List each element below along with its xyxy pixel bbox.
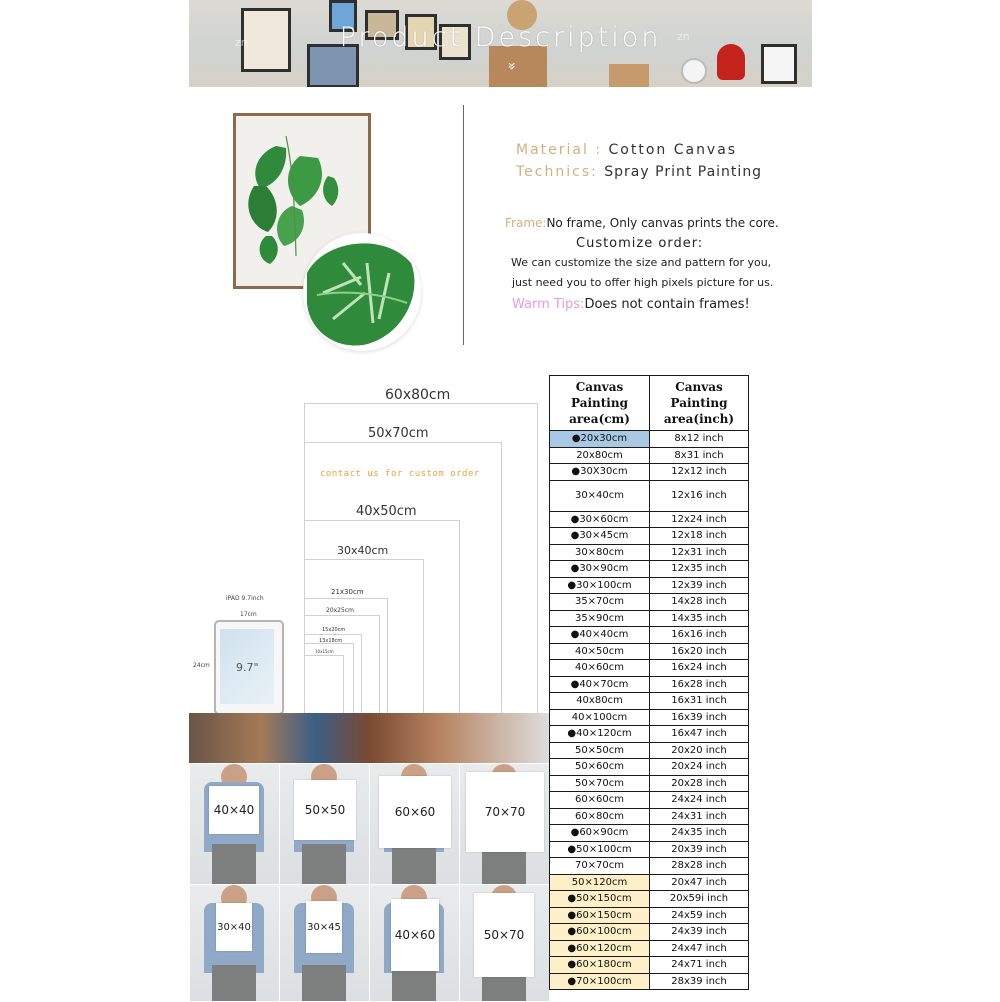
technics-label: Technics: — [516, 164, 598, 180]
size-label: 10x15cm — [315, 649, 334, 654]
size-label: 15x20cm — [322, 627, 346, 633]
size-cm-cell: 20x80cm — [550, 447, 650, 464]
table-row — [550, 480, 749, 511]
size-inch-cell: 20x39 inch — [650, 841, 749, 858]
size-inch-cell: 16x31 inch — [650, 693, 749, 710]
size-cm-cell: ●60×180cm — [550, 957, 650, 974]
table-row — [550, 643, 749, 660]
header-cm: Canvas Painting area(cm) — [550, 376, 650, 431]
table-row — [550, 676, 749, 693]
size-cm-cell: 40×50cm — [550, 643, 650, 660]
size-photo-40x60 — [369, 884, 460, 1002]
watermark: zn — [235, 36, 248, 49]
size-inch-cell: 16x16 inch — [650, 627, 749, 644]
size-cm-cell: ●30×45cm — [550, 528, 650, 545]
size-photo-70x70 — [459, 763, 550, 885]
size-inch-cell: 12x39 inch — [650, 577, 749, 594]
canvas-texture-photo — [189, 713, 549, 763]
customize-title: Customize order: — [576, 236, 704, 251]
table-row — [550, 808, 749, 825]
table-row — [550, 511, 749, 528]
monstera-leaf-icon — [303, 233, 421, 351]
size-inch-cell: 20x20 inch — [650, 742, 749, 759]
size-cm-cell: ●40×40cm — [550, 627, 650, 644]
size-inch-cell: 12x12 inch — [650, 464, 749, 481]
size-box-10x15 — [304, 655, 344, 715]
size-cm-cell: 30×40cm — [550, 480, 650, 511]
table-row — [550, 660, 749, 677]
size-cm-cell: ●50×150cm — [550, 891, 650, 908]
size-inch-cell: 14x35 inch — [650, 610, 749, 627]
clock — [681, 58, 707, 84]
banner-title: Product Description — [339, 22, 662, 53]
frame-row — [505, 216, 779, 230]
ipad-height: 24cm — [193, 662, 210, 669]
size-label: 21x30cm — [331, 588, 364, 596]
size-inch-cell: 8x12 inch — [650, 431, 749, 448]
customize-line-1: We can customize the size and pattern for you, — [511, 256, 772, 269]
warm-tips-row — [512, 297, 750, 312]
size-inch-cell: 16x39 inch — [650, 709, 749, 726]
size-board: 50×50 — [294, 780, 356, 840]
size-inch-cell: 16x47 inch — [650, 726, 749, 743]
size-inch-cell: 12x18 inch — [650, 528, 749, 545]
size-cm-cell: ●50×100cm — [550, 841, 650, 858]
table-row — [550, 742, 749, 759]
table-row — [550, 627, 749, 644]
size-board: 30×45 — [306, 901, 342, 953]
size-board: 40×60 — [391, 899, 439, 971]
size-cm-cell: 50×120cm — [550, 874, 650, 891]
size-inch-cell: 20x59i inch — [650, 891, 749, 908]
warm-tips-label: Warm Tips: — [512, 297, 585, 312]
customize-line-2: just need you to offer high pixels picture for us. — [512, 276, 774, 289]
size-cm-cell: ●70×100cm — [550, 973, 650, 990]
size-photo-50x70 — [459, 884, 550, 1002]
size-cm-cell: 60×80cm — [550, 808, 650, 825]
size-board: 70×70 — [466, 772, 544, 852]
size-inch-cell: 16x24 inch — [650, 660, 749, 677]
table-row — [550, 924, 749, 941]
table-header-row — [550, 376, 749, 431]
size-cm-cell: 50×50cm — [550, 742, 650, 759]
size-inch-cell: 28x39 inch — [650, 973, 749, 990]
banner — [189, 0, 812, 87]
size-inch-cell: 24x24 inch — [650, 792, 749, 809]
size-inch-cell: 24x31 inch — [650, 808, 749, 825]
table-row — [550, 561, 749, 578]
table-row — [550, 759, 749, 776]
table-row — [550, 726, 749, 743]
size-board: 40×40 — [209, 786, 259, 834]
cabinet — [609, 64, 649, 87]
size-photo-30x45 — [279, 884, 370, 1002]
table-row — [550, 775, 749, 792]
table-row — [550, 841, 749, 858]
size-board: 60×60 — [379, 776, 451, 848]
size-cm-cell: 60×60cm — [550, 792, 650, 809]
size-cm-cell: 30×80cm — [550, 544, 650, 561]
size-inch-cell: 20x47 inch — [650, 874, 749, 891]
size-photo-50x50 — [279, 763, 370, 885]
table-row — [550, 610, 749, 627]
size-inch-cell: 12x24 inch — [650, 511, 749, 528]
size-cm-cell: ●30×100cm — [550, 577, 650, 594]
table-row — [550, 957, 749, 974]
size-inch-cell: 14x28 inch — [650, 594, 749, 611]
material-row — [516, 142, 737, 158]
technics-row — [516, 164, 762, 180]
table-row — [550, 792, 749, 809]
size-inch-cell: 24x59 inch — [650, 907, 749, 924]
frame-value: No frame, Only canvas prints the core. — [546, 216, 779, 230]
size-table — [549, 375, 749, 990]
table-row — [550, 907, 749, 924]
size-photo-40x40 — [189, 763, 280, 885]
size-inch-cell: 28x28 inch — [650, 858, 749, 875]
size-cm-cell: 70×70cm — [550, 858, 650, 875]
table-row — [550, 528, 749, 545]
technics-value: Spray Print Painting — [604, 164, 763, 180]
size-inch-cell: 20x28 inch — [650, 775, 749, 792]
size-label: 13x18cm — [319, 638, 343, 644]
size-cm-cell: 35×90cm — [550, 610, 650, 627]
size-cm-cell: 40×100cm — [550, 709, 650, 726]
size-inch-cell: 12x35 inch — [650, 561, 749, 578]
ipad-width: 17cm — [240, 611, 257, 618]
size-cm-cell: ●30X30cm — [550, 464, 650, 481]
header-inch: Canvas Painting area(inch) — [650, 376, 749, 431]
size-inch-cell: 24x39 inch — [650, 924, 749, 941]
size-inch-cell: 24x35 inch — [650, 825, 749, 842]
size-inch-cell: 20x24 inch — [650, 759, 749, 776]
size-cm-cell: ●60×120cm — [550, 940, 650, 957]
size-cm-cell: 35×70cm — [550, 594, 650, 611]
size-board: 50×70 — [474, 893, 534, 977]
size-cm-cell: ●60×90cm — [550, 825, 650, 842]
size-inch-cell: 12x31 inch — [650, 544, 749, 561]
table-row — [550, 447, 749, 464]
size-inch-cell: 16x20 inch — [650, 643, 749, 660]
size-cm-cell: 50×60cm — [550, 759, 650, 776]
table-row — [550, 825, 749, 842]
ipad-screen — [220, 629, 274, 704]
size-table-body — [550, 431, 749, 990]
size-cm-cell: 50×70cm — [550, 775, 650, 792]
table-row — [550, 973, 749, 990]
table-row — [550, 431, 749, 448]
warm-tips-value: Does not contain frames! — [584, 297, 750, 312]
size-cm-cell: ●40×70cm — [550, 676, 650, 693]
leaf-detail-circle — [303, 233, 421, 351]
size-label: 30x40cm — [337, 544, 389, 557]
size-cm-cell: ●60×100cm — [550, 924, 650, 941]
size-cm-cell: ●60×150cm — [550, 907, 650, 924]
size-label: 40x50cm — [356, 504, 417, 519]
table-row — [550, 709, 749, 726]
table-row — [550, 874, 749, 891]
size-label: 50x70cm — [368, 426, 429, 441]
size-photo-60x60 — [369, 763, 460, 885]
contact-custom-order: contact us for custom order — [320, 469, 480, 479]
size-cm-cell: 40×60cm — [550, 660, 650, 677]
ipad-screen-size: 9.7" — [236, 661, 259, 674]
size-inch-cell: 24x47 inch — [650, 940, 749, 957]
size-inch-cell: 8x31 inch — [650, 447, 749, 464]
size-cm-cell: ●30×60cm — [550, 511, 650, 528]
watermark: zn — [677, 30, 690, 43]
size-inch-cell: 24x71 inch — [650, 957, 749, 974]
table-row — [550, 858, 749, 875]
chevron-down-icon: » — [503, 61, 520, 71]
table-row — [550, 693, 749, 710]
size-cm-cell: ●30×90cm — [550, 561, 650, 578]
size-photo-30x40 — [189, 884, 280, 1002]
table-row — [550, 940, 749, 957]
table-row — [550, 464, 749, 481]
size-cm-cell: ●40×120cm — [550, 726, 650, 743]
size-inch-cell: 16x28 inch — [650, 676, 749, 693]
table-row — [550, 594, 749, 611]
vertical-divider — [463, 105, 464, 345]
material-label: Material : — [516, 142, 603, 158]
table-row — [550, 544, 749, 561]
table-row — [550, 891, 749, 908]
table-row — [550, 577, 749, 594]
ipad-icon — [214, 620, 284, 715]
size-board: 30×40 — [216, 903, 252, 951]
size-inch-cell: 12x16 inch — [650, 480, 749, 511]
frame-label: Frame: — [505, 216, 547, 230]
size-label: 20x25cm — [326, 607, 354, 614]
size-label: 60x80cm — [385, 387, 451, 403]
size-cm-cell: ●20x30cm — [550, 431, 650, 448]
size-cm-cell: 40x80cm — [550, 693, 650, 710]
ipad-title: iPAD 9.7inch — [226, 595, 264, 602]
material-value: Cotton Canvas — [608, 142, 738, 158]
